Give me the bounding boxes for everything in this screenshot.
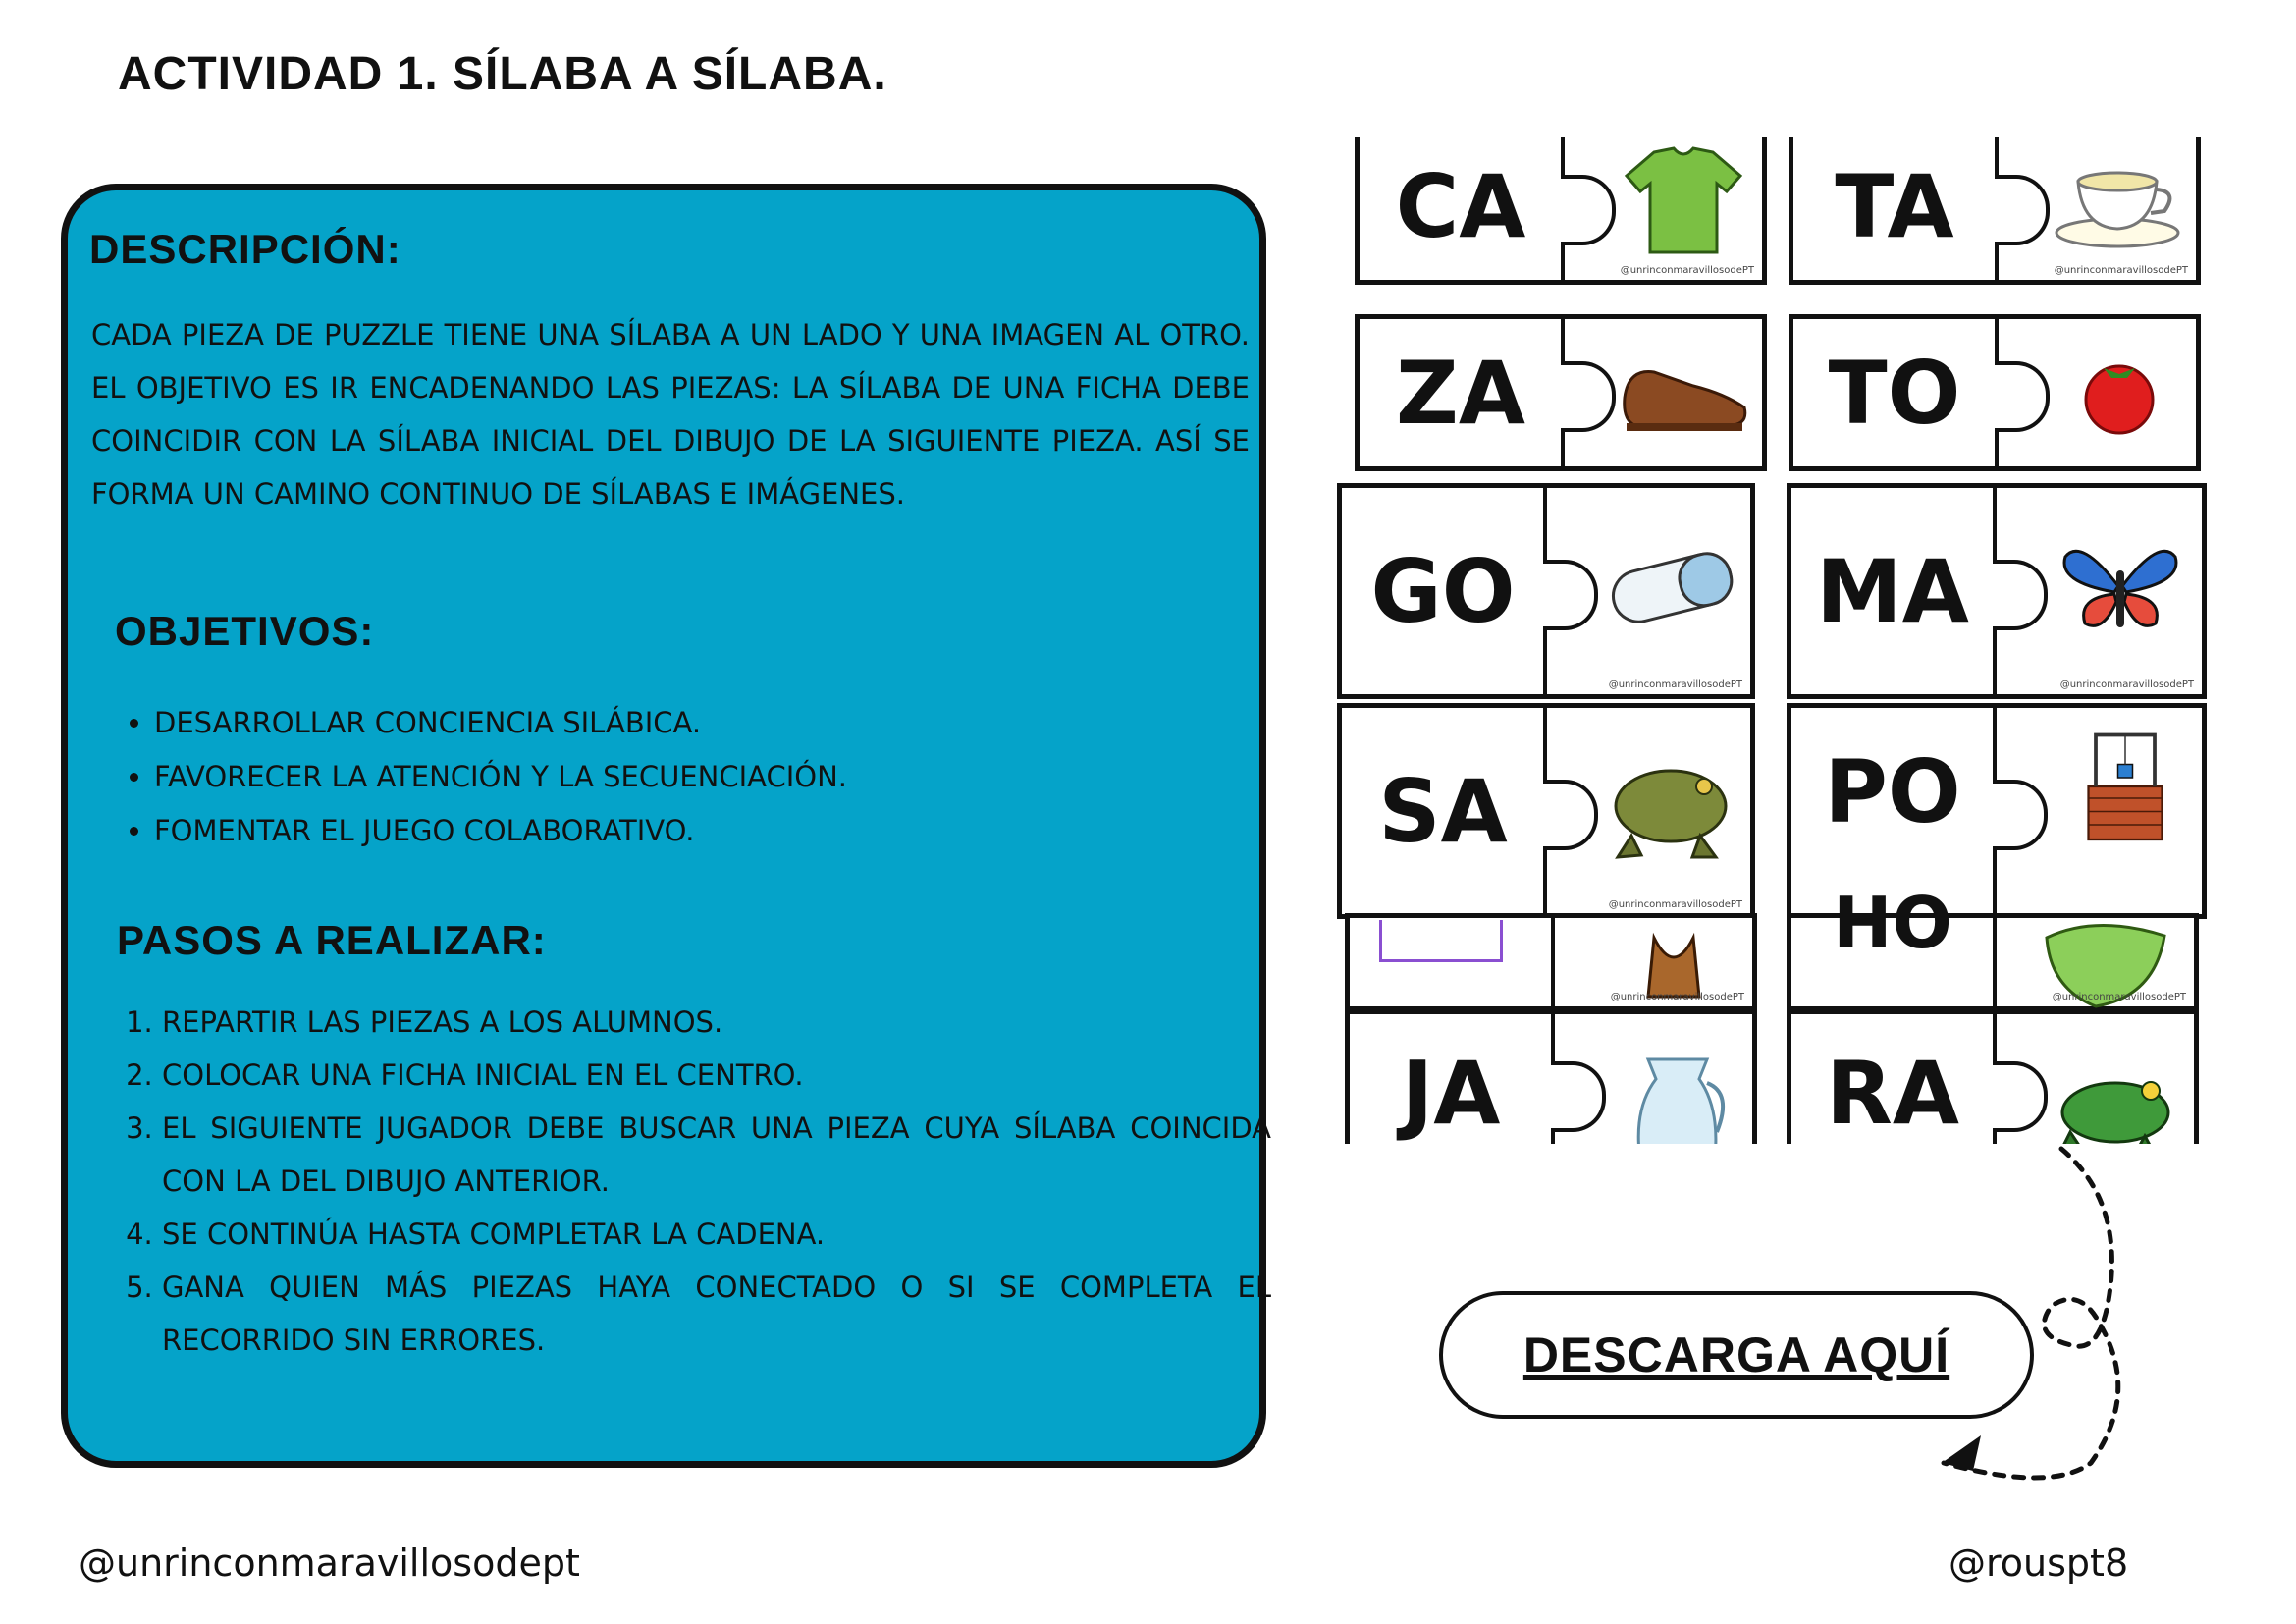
teacup-icon <box>2049 142 2186 260</box>
footer-right-handle: @rouspt8 <box>1949 1542 2129 1585</box>
piece-syllable: PO <box>1824 740 1961 842</box>
objective-item: • FOMENTAR EL JUEGO COLABORATIVO. <box>154 804 1234 858</box>
puzzle-piece <box>1337 703 1755 919</box>
description-heading: DESCRIPCIÓN: <box>89 226 401 272</box>
puzzle-piece <box>1787 1009 2199 1144</box>
step-item: 5. GANA QUIEN MÁS PIEZAS HAYA CONECTADO O SI SE COMPLETA EL RECORRIDO SIN ERRORES. <box>162 1261 1271 1367</box>
puzzle-piece <box>1345 913 1757 1011</box>
eraser-icon <box>1602 527 1739 645</box>
piece-syllable: GO <box>1370 540 1516 642</box>
objective-item: • DESARROLLAR CONCIENCIA SILÁBICA. <box>154 696 1234 750</box>
piece-syllable: CA <box>1395 155 1526 257</box>
watermark: @unrinconmaravillosodePT <box>2059 679 2194 690</box>
piece-syllable: MA <box>1816 540 1969 642</box>
description-text: CADA PIEZA DE PUZZLE TIENE UNA SÍLABA A UN LADO Y UNA IMAGEN AL OTRO. EL OBJETIVO ES IR ENCADENANDO LAS PIEZAS: LA SÍLABA DE UNA FICHA DEBE COINCIDIR CON LA SÍLABA INICIAL DEL DIBUJO DE LA SIGUIENTE PIEZA. ASÍ SE FORMA UN CAMINO CONTINUO DE SÍLABAS E IMÁGENES. <box>91 318 1250 511</box>
watermark: @unrinconmaravillosodePT <box>2054 265 2188 276</box>
step-item: 3. EL SIGUIENTE JUGADOR DEBE BUSCAR UNA PIEZA CUYA SÍLABA COINCIDA CON LA DEL DIBUJO ANTERIOR. <box>162 1102 1271 1208</box>
watermark: @unrinconmaravillosodePT <box>2052 992 2186 1002</box>
shoe-icon <box>1615 329 1752 447</box>
piece-syllable: ZA <box>1396 342 1525 444</box>
watermark: @unrinconmaravillosodePT <box>1608 899 1742 910</box>
puzzle-piece <box>1345 1009 1757 1144</box>
butterfly-icon <box>2052 527 2189 645</box>
activity-card <box>61 184 1271 1468</box>
watermark: @unrinconmaravillosodePT <box>1610 992 1744 1002</box>
objective-item: • FAVORECER LA ATENCIÓN Y LA SECUENCIACIÓN. <box>154 750 1234 804</box>
step-item: 4. SE CONTINÚA HASTA COMPLETAR LA CADENA. <box>162 1208 1271 1261</box>
toad-icon <box>1602 747 1739 865</box>
watermark: @unrinconmaravillosodePT <box>1608 679 1742 690</box>
puzzle-pieces-image <box>1337 137 2209 1144</box>
step-item: 1. REPARTIR LAS PIEZAS A LOS ALUMNOS. <box>162 996 1271 1049</box>
frog-icon <box>2047 1054 2184 1144</box>
puzzle-piece <box>1787 882 2199 1011</box>
objectives-list <box>115 696 1234 858</box>
piece-syllable: JA <box>1401 1042 1501 1144</box>
piece-syllable: SA <box>1378 760 1508 862</box>
puzzle-piece <box>1337 483 1755 699</box>
jug-icon <box>1605 1054 1742 1144</box>
piece-syllable: TO <box>1828 342 1961 444</box>
step-item: 2. COLOCAR UNA FICHA INICIAL EN EL CENTRO. <box>162 1049 1271 1102</box>
tomato-icon <box>2049 329 2186 447</box>
footer-left-handle: @unrinconmaravillosodept <box>79 1542 580 1585</box>
piece-syllable: RA <box>1826 1042 1959 1144</box>
well-icon <box>2056 728 2194 845</box>
objectives-heading: OBJETIVOS: <box>115 608 375 654</box>
steps-list <box>117 996 1271 1367</box>
watermark: @unrinconmaravillosodePT <box>1620 265 1754 276</box>
puzzle-piece <box>1789 314 2201 471</box>
puzzle-piece <box>1355 137 1767 285</box>
piece-syllable: TA <box>1835 155 1954 257</box>
puzzle-piece <box>1789 137 2201 285</box>
puzzle-piece <box>1787 483 2207 699</box>
puzzle-piece <box>1355 314 1767 471</box>
piece-syllable: HO <box>1833 882 1952 964</box>
shirt-icon <box>1615 142 1752 260</box>
activity-title: ACTIVIDAD 1. SÍLABA A SÍLABA. <box>118 48 887 100</box>
leaf-icon <box>2037 908 2174 1026</box>
download-button[interactable]: DESCARGA AQUÍ <box>1439 1291 2034 1419</box>
steps-heading: PASOS A REALIZAR: <box>117 917 547 963</box>
